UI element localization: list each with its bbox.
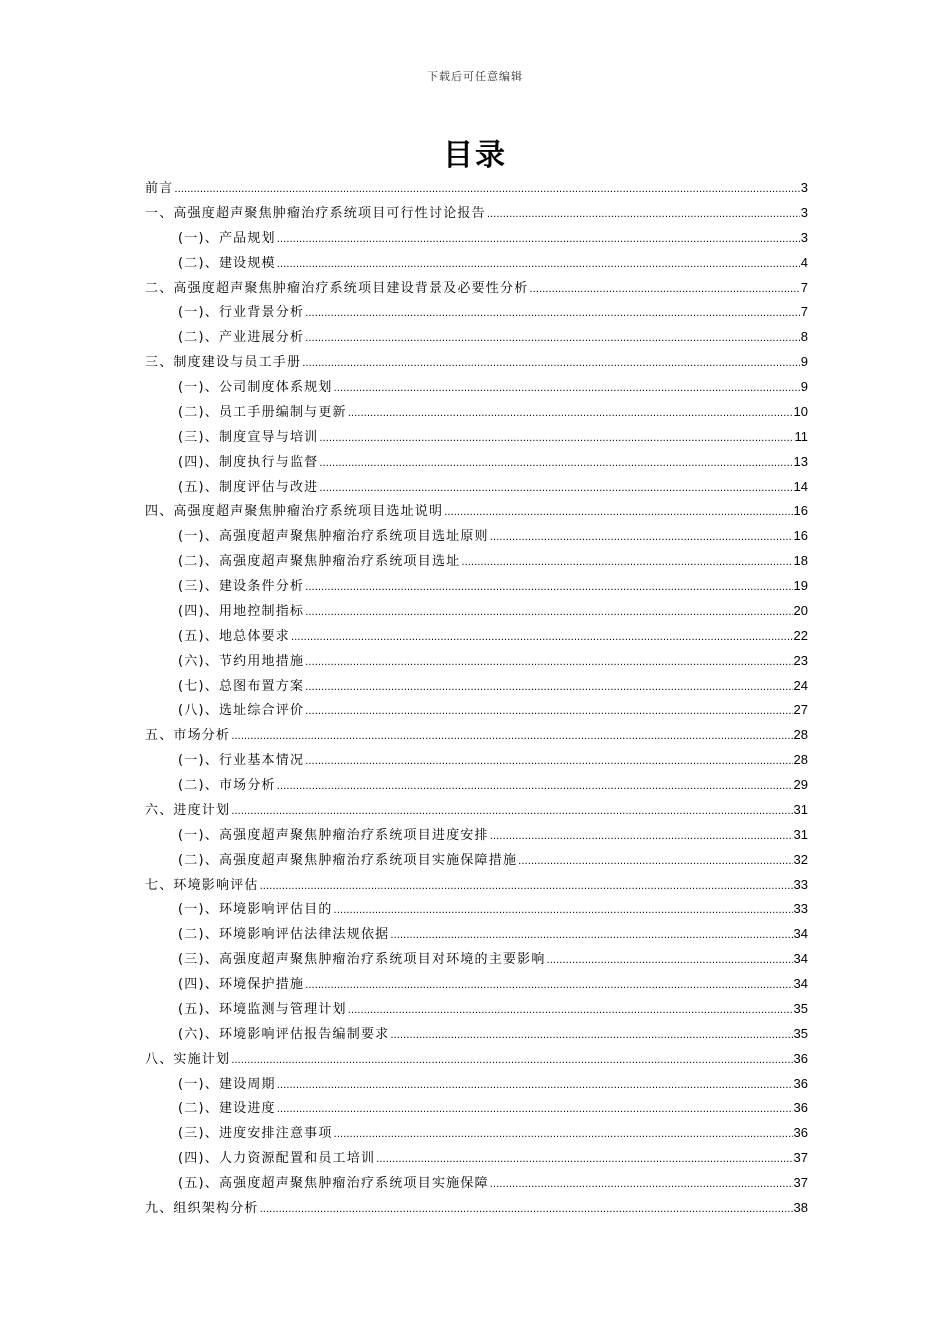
toc-dot-leader: [305, 576, 792, 601]
toc-entry-page-number: 38: [793, 1199, 808, 1215]
toc-dot-leader: [302, 352, 800, 377]
toc-dot-leader: [305, 750, 792, 775]
toc-dot-leader: [334, 377, 800, 402]
toc-entry-label: (五)、环境监测与管理计划: [178, 1001, 347, 1017]
toc-entry-label: (二)、高强度超声聚焦肿瘤治疗系统项目选址: [178, 554, 461, 570]
toc-entry[interactable]: [145, 1096, 808, 1121]
toc-entry-label: 六、进度计划: [145, 802, 231, 818]
toc-entry[interactable]: [145, 1146, 808, 1171]
toc-entry-page-number: 11: [794, 428, 808, 444]
toc-entry-page-number: 35: [793, 1000, 808, 1016]
toc-entry-page-number: 28: [793, 752, 808, 768]
toc-dot-leader: [319, 427, 793, 452]
page-header-note: 下载后可任意编辑: [427, 70, 523, 83]
toc-entry-label: (二)、高强度超声聚焦肿瘤治疗系统项目实施保障措施: [178, 852, 518, 868]
toc-entry[interactable]: [145, 698, 808, 723]
toc-dot-leader: [334, 1123, 793, 1148]
toc-entry[interactable]: [145, 499, 808, 524]
toc-dot-leader: [277, 1098, 793, 1123]
toc-dot-leader: [291, 626, 793, 651]
toc-entry[interactable]: [145, 549, 808, 574]
toc-entry-page-number: 37: [793, 1175, 808, 1190]
toc-entry-label: 九、组织架构分析: [145, 1200, 259, 1216]
toc-dot-leader: [518, 850, 792, 875]
toc-entry-page-number: 23: [793, 652, 808, 668]
toc-entry-label: (四)、环境保护措施: [178, 977, 305, 992]
toc-entry[interactable]: [145, 922, 808, 947]
toc-entry-label: (四)、制度执行与监督: [178, 454, 319, 470]
toc-entry-page-number: 22: [793, 627, 808, 643]
toc-entry[interactable]: [145, 574, 808, 599]
toc-entry-page-number: 34: [793, 926, 808, 942]
toc-entry-page-number: 9: [800, 354, 808, 370]
toc-entry[interactable]: [145, 425, 808, 450]
toc-entry-label: (一)、环境影响评估目的: [178, 902, 333, 918]
toc-entry-label: (七)、总图布置方案: [178, 678, 305, 694]
toc-title: 目录: [443, 138, 507, 173]
toc-dot-leader: [348, 402, 793, 427]
toc-entry-label: (六)、节约用地措施: [178, 653, 305, 669]
toc-entry-page-number: 36: [793, 1050, 808, 1066]
toc-entry-label: (二)、建设规模: [178, 255, 276, 271]
toc-entry[interactable]: [145, 350, 808, 375]
toc-entry-page-number: 7: [800, 279, 808, 295]
toc-entry[interactable]: [145, 300, 808, 325]
toc-dot-leader: [461, 551, 792, 576]
toc-entry-page-number: 18: [793, 553, 808, 569]
toc-entry-page-number: 3: [800, 229, 808, 245]
toc-dot-leader: [231, 800, 792, 825]
toc-entry-page-number: 37: [793, 1150, 808, 1166]
toc-entry-page-number: 16: [793, 528, 808, 544]
toc-entry[interactable]: [145, 947, 808, 972]
toc-dot-leader: [487, 203, 800, 228]
toc-dot-leader: [390, 924, 792, 949]
toc-entry[interactable]: [145, 972, 808, 997]
toc-entry-page-number: 3: [800, 180, 808, 195]
toc-entry[interactable]: [145, 1047, 808, 1072]
toc-entry-label: (五)、地总体要求: [178, 628, 290, 644]
toc-entry-page-number: 10: [793, 403, 808, 419]
toc-dot-leader: [174, 178, 799, 203]
toc-entry-label: (三)、高强度超声聚焦肿瘤治疗系统项目对环境的主要影响: [178, 952, 546, 968]
toc-entry[interactable]: [145, 773, 808, 798]
toc-entry-label: (五)、高强度超声聚焦肿瘤治疗系统项目实施保障: [178, 1176, 489, 1191]
toc-entry-page-number: 8: [800, 329, 808, 345]
toc-entry[interactable]: [145, 400, 808, 425]
toc-dot-leader: [305, 601, 792, 626]
toc-entry[interactable]: [145, 748, 808, 773]
toc-entry[interactable]: [145, 1072, 808, 1097]
toc-entry[interactable]: [145, 1196, 808, 1221]
toc-entry-label: 四、高强度超声聚焦肿瘤治疗系统项目选址说明: [145, 504, 444, 520]
toc-entry-label: (三)、制度宣导与培训: [178, 429, 319, 445]
toc-dot-leader: [277, 775, 793, 800]
toc-dot-leader: [277, 228, 800, 253]
toc-dot-leader: [277, 253, 800, 278]
toc-entry-page-number: 3: [800, 204, 808, 220]
toc-entry-page-number: 19: [793, 578, 808, 593]
toc-dot-leader: [305, 676, 792, 701]
toc-entry[interactable]: [145, 599, 808, 624]
toc-entry-page-number: 33: [793, 876, 808, 892]
toc-entry[interactable]: [145, 649, 808, 674]
toc-dot-leader: [490, 825, 793, 850]
toc-entry[interactable]: [145, 897, 808, 922]
toc-dot-leader: [348, 999, 793, 1024]
toc-entry-page-number: 27: [793, 702, 808, 718]
toc-dot-leader: [305, 974, 792, 999]
toc-entry-label: (一)、公司制度体系规划: [178, 380, 333, 395]
toc-entry-page-number: 20: [793, 602, 808, 618]
toc-entry-page-number: 36: [793, 1125, 808, 1141]
toc-entry[interactable]: [145, 226, 808, 251]
toc-entry[interactable]: [145, 674, 808, 699]
toc-entry-page-number: 31: [793, 801, 808, 817]
toc-entry[interactable]: [145, 823, 808, 848]
toc-dot-leader: [529, 278, 799, 303]
toc-entry[interactable]: [145, 723, 808, 748]
toc-dot-leader: [305, 302, 800, 327]
toc-entry-label: (一)、建设周期: [178, 1076, 276, 1092]
toc-entry-page-number: 28: [793, 727, 808, 743]
toc-dot-leader: [334, 899, 793, 924]
toc-entry[interactable]: [145, 624, 808, 649]
toc-dot-leader: [260, 1198, 793, 1223]
toc-entry-label: 七、环境影响评估: [145, 877, 259, 893]
table-of-contents: [145, 176, 808, 1221]
toc-dot-leader: [490, 526, 793, 551]
toc-entry[interactable]: [145, 450, 808, 475]
toc-entry[interactable]: [145, 1022, 808, 1047]
toc-entry-label: (一)、行业背景分析: [178, 305, 305, 321]
toc-entry-label: 一、高强度超声聚焦肿瘤治疗系统项目可行性讨论报告: [145, 205, 486, 221]
toc-entry-page-number: 24: [793, 677, 808, 693]
toc-entry-label: (二)、市场分析: [178, 778, 276, 793]
toc-entry-label: (二)、员工手册编制与更新: [178, 404, 347, 420]
toc-entry-label: 二、高强度超声聚焦肿瘤治疗系统项目建设背景及必要性分析: [145, 280, 529, 296]
toc-dot-leader: [444, 501, 792, 526]
toc-dot-leader: [376, 1148, 792, 1173]
toc-dot-leader: [231, 725, 792, 750]
toc-entry-label: (二)、环境影响评估法律法规依据: [178, 927, 390, 943]
toc-entry-label: 八、实施计划: [145, 1051, 231, 1067]
toc-dot-leader: [547, 949, 793, 974]
toc-entry[interactable]: [145, 276, 808, 301]
toc-entry[interactable]: [145, 251, 808, 276]
toc-entry-page-number: 36: [793, 1075, 808, 1091]
toc-dot-leader: [260, 875, 793, 900]
toc-entry-label: (四)、用地控制指标: [178, 603, 305, 619]
toc-entry-label: (二)、建设进度: [178, 1101, 276, 1117]
toc-entry[interactable]: [145, 176, 808, 201]
toc-entry-label: (一)、高强度超声聚焦肿瘤治疗系统项目进度安排: [178, 827, 489, 843]
toc-entry-label: 前言: [145, 181, 174, 196]
toc-dot-leader: [277, 1074, 793, 1099]
toc-entry[interactable]: [145, 1171, 808, 1196]
toc-entry-page-number: 4: [800, 254, 808, 270]
toc-entry-page-number: 34: [793, 951, 808, 967]
toc-entry-label: (一)、高强度超声聚焦肿瘤治疗系统项目选址原则: [178, 529, 489, 545]
toc-entry-page-number: 34: [793, 976, 808, 991]
toc-entry[interactable]: [145, 375, 808, 400]
toc-entry-label: (三)、进度安排注意事项: [178, 1126, 333, 1142]
toc-dot-leader: [319, 452, 792, 477]
toc-entry[interactable]: [145, 798, 808, 823]
toc-entry[interactable]: [145, 475, 808, 500]
toc-entry-page-number: 35: [793, 1025, 808, 1041]
toc-entry-label: (二)、产业进展分析: [178, 330, 305, 346]
toc-entry-label: (一)、行业基本情况: [178, 753, 305, 769]
toc-entry-page-number: 36: [793, 1100, 808, 1116]
toc-entry-label: (三)、建设条件分析: [178, 579, 305, 594]
toc-entry-page-number: 7: [800, 304, 808, 320]
toc-entry-label: (一)、产品规划: [178, 230, 276, 246]
toc-entry[interactable]: [145, 325, 808, 350]
toc-entry-page-number: 29: [793, 777, 808, 792]
toc-entry-label: 三、制度建设与员工手册: [145, 355, 302, 371]
toc-entry[interactable]: [145, 524, 808, 549]
toc-dot-leader: [305, 327, 800, 352]
toc-entry-page-number: 9: [800, 379, 808, 394]
toc-entry[interactable]: [145, 1121, 808, 1146]
toc-entry[interactable]: [145, 848, 808, 873]
toc-dot-leader: [319, 477, 792, 502]
toc-dot-leader: [490, 1173, 793, 1198]
toc-dot-leader: [305, 700, 792, 725]
toc-entry-label: (五)、制度评估与改进: [178, 479, 319, 495]
toc-entry-label: (四)、人力资源配置和员工培训: [178, 1151, 376, 1167]
toc-entry-page-number: 32: [793, 851, 808, 867]
toc-dot-leader: [231, 1049, 792, 1074]
toc-dot-leader: [390, 1024, 792, 1049]
toc-entry-label: (八)、选址综合评价: [178, 703, 305, 719]
toc-entry-page-number: 33: [793, 901, 808, 917]
toc-entry[interactable]: [145, 873, 808, 898]
toc-entry[interactable]: [145, 997, 808, 1022]
toc-entry-page-number: 31: [793, 826, 808, 842]
toc-entry-page-number: 14: [793, 478, 808, 494]
toc-entry[interactable]: [145, 201, 808, 226]
toc-entry-label: 五、市场分析: [145, 728, 231, 744]
toc-entry-page-number: 16: [793, 503, 808, 519]
toc-dot-leader: [305, 651, 792, 676]
toc-entry-label: (六)、环境影响评估报告编制要求: [178, 1026, 390, 1042]
toc-entry-page-number: 13: [793, 453, 808, 469]
